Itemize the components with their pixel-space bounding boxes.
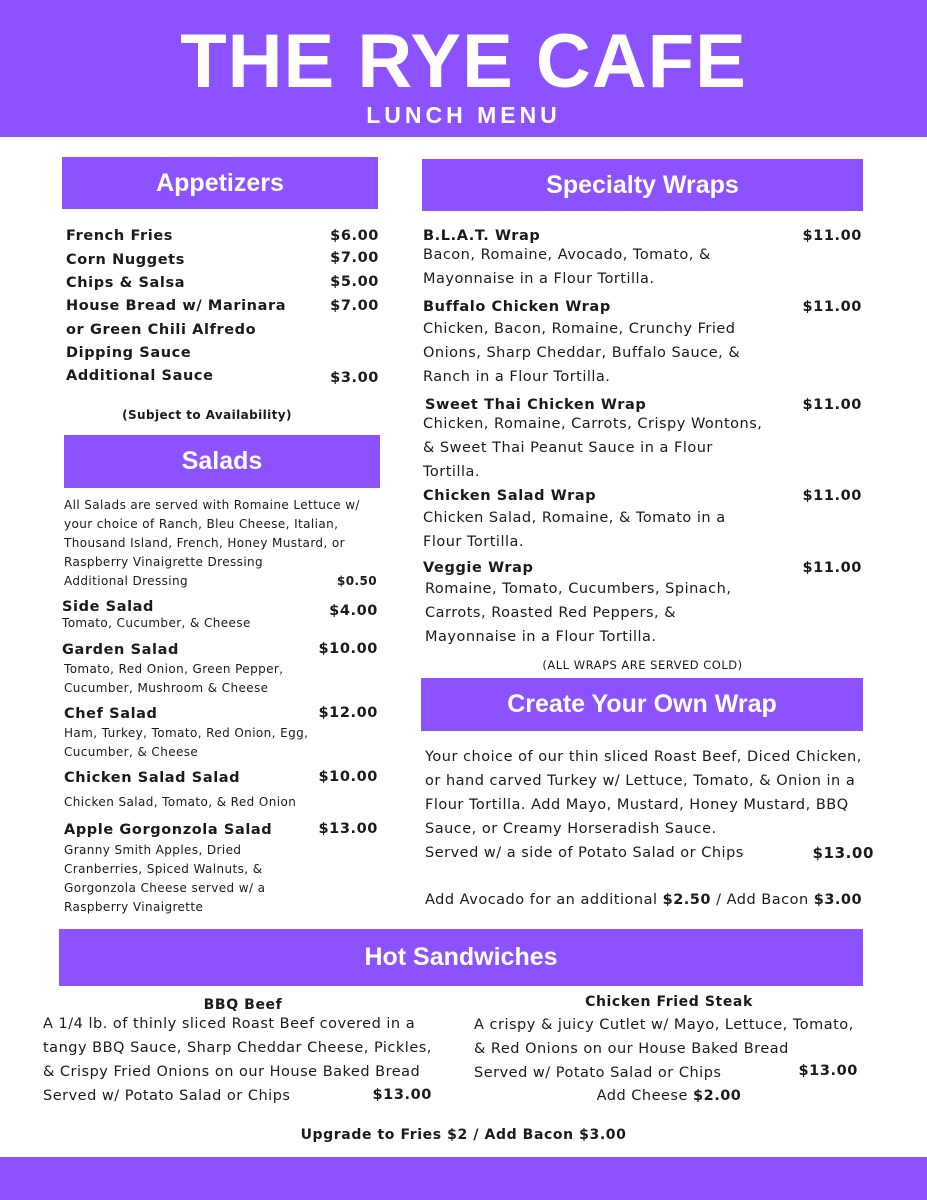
menu-subtitle: LUNCH MENU <box>366 102 561 128</box>
wrap-desc: Bacon, Romaine, Avocado, Tomato, & Mayonnaise in a Flour Tortilla. <box>423 247 711 287</box>
wrap-price: $11.00 <box>802 228 862 244</box>
intro-line: Raspberry Vinaigrette Dressing <box>64 555 264 569</box>
intro-line: your choice of Ranch, Bleu Cheese, Italian, <box>64 517 339 531</box>
salads-intro <box>64 496 384 572</box>
list-item: Additional Sauce <box>66 368 214 384</box>
intro-line: All Salads are served with Romaine Lettuce w/ <box>64 498 360 512</box>
wrap-name: Veggie Wrap <box>423 560 534 576</box>
bbq-beef-price: $13.00 <box>372 1087 432 1103</box>
salads-heading: Salads <box>64 435 380 488</box>
wrap-price: $11.00 <box>802 299 862 315</box>
salad-price: $4.00 <box>329 603 378 619</box>
list-item: Dipping Sauce <box>66 345 192 361</box>
salad-price: $12.00 <box>318 705 378 721</box>
wraps-note: (ALL WRAPS ARE SERVED COLD) <box>542 658 743 672</box>
cafe-title: THE RYE CAFE <box>180 19 747 104</box>
bbq-beef-name: BBQ Beef <box>203 997 283 1013</box>
wrap-desc: Chicken Salad, Romaine, & Tomato in a Flour Tortilla. <box>423 510 726 550</box>
list-item: or Green Chili Alfredo <box>66 322 257 338</box>
chicken-fried-steak-name: Chicken Fried Steak <box>585 994 753 1010</box>
salad-name: Chicken Salad Salad <box>64 770 241 786</box>
bbq-beef-desc: A 1/4 lb. of thinly sliced Roast Beef covered in a tangy BBQ Sauce, Sharp Cheddar Cheese, Pickles, & Crispy Fried Onions on our House Baked Bread Served w/ Potato Salad or Chips <box>43 1016 432 1104</box>
salad-name: Apple Gorgonzola Salad <box>64 822 273 838</box>
wrap-desc: Romaine, Tomato, Cucumbers, Spinach, Carrots, Roasted Red Peppers, & Mayonnaise in a Flour Tortilla. <box>425 581 732 645</box>
cyo-addons: Add Avocado for an additional $2.50 / Add Bacon $3.00 <box>425 892 863 908</box>
upgrade-note: Upgrade to Fries $2 / Add Bacon $3.00 <box>300 1127 627 1143</box>
intro-line: Thousand Island, French, Honey Mustard, or <box>64 536 345 550</box>
appetizers-heading: Appetizers <box>62 157 378 209</box>
wraps-heading: Specialty Wraps <box>422 159 863 211</box>
additional-dressing-price: $0.50 <box>337 574 377 588</box>
wrap-price: $11.00 <box>802 560 862 576</box>
list-item: French Fries <box>66 228 174 244</box>
cyo-price: $13.00 <box>812 844 874 862</box>
cyo-heading: Create Your Own Wrap <box>421 678 863 731</box>
wrap-name: B.L.A.T. Wrap <box>423 228 541 244</box>
wrap-desc: Chicken, Romaine, Carrots, Crispy Wontons, & Sweet Thai Peanut Sauce in a Flour Tortilla. <box>423 416 763 480</box>
wrap-name: Chicken Salad Wrap <box>423 488 597 504</box>
salad-name: Chef Salad <box>64 706 158 722</box>
salad-desc: Ham, Turkey, Tomato, Red Onion, Egg, Cucumber, & Cheese <box>64 726 309 759</box>
chicken-fried-steak-price: $13.00 <box>798 1063 858 1079</box>
salad-desc: Granny Smith Apples, Dried Cranberries, Spiced Walnuts, & Gorgonzola Cheese served w/ a Raspberry Vinaigrette <box>64 843 266 914</box>
salad-desc: Tomato, Red Onion, Green Pepper, Cucumber, Mushroom & Cheese <box>64 662 284 695</box>
wrap-price: $11.00 <box>802 488 862 504</box>
item-price: $6.00 <box>330 228 379 244</box>
menu-header <box>0 0 927 137</box>
add-cheese: Add Cheese $2.00 <box>596 1088 742 1104</box>
salad-price: $13.00 <box>318 821 378 837</box>
item-price: $3.00 <box>330 370 379 386</box>
salad-price: $10.00 <box>318 641 378 657</box>
salad-desc: Tomato, Cucumber, & Cheese <box>62 616 251 630</box>
item-price: $7.00 <box>330 298 379 314</box>
cyo-served: Served w/ a side of Potato Salad or Chips <box>425 845 744 861</box>
salad-price: $10.00 <box>318 769 378 785</box>
appetizers-note: (Subject to Availability) <box>122 408 292 422</box>
salad-name: Garden Salad <box>62 642 179 658</box>
item-price: $5.00 <box>330 274 379 290</box>
wrap-name: Buffalo Chicken Wrap <box>423 299 611 315</box>
wrap-name: Sweet Thai Chicken Wrap <box>425 397 647 413</box>
list-item: House Bread w/ Marinara <box>66 298 287 314</box>
list-item: Chips & Salsa <box>66 275 186 291</box>
wrap-price: $11.00 <box>802 397 862 413</box>
list-item: Corn Nuggets <box>66 252 185 268</box>
hot-sandwiches-heading: Hot Sandwiches <box>59 929 863 986</box>
wrap-desc: Chicken, Bacon, Romaine, Crunchy Fried Onions, Sharp Cheddar, Buffalo Sauce, & Ranch in a Flour Tortilla. <box>423 321 741 385</box>
chicken-fried-steak-desc: A crispy & juicy Cutlet w/ Mayo, Lettuce, Tomato, & Red Onions on our House Baked Bread Served w/ Potato Salad or Chips <box>474 1017 854 1081</box>
additional-dressing: Additional Dressing <box>64 574 189 588</box>
item-price: $7.00 <box>330 250 379 266</box>
cyo-description: Your choice of our thin sliced Roast Beef, Diced Chicken, or hand carved Turkey w/ Lettuce, Tomato, & Onion in a Flour Tortilla. Add Mayo, Mustard, Honey Mustard, BBQ Sauce, or Creamy Horseradish Sauce. Served w/ a side of Potato Salad or Chips <box>425 745 895 865</box>
salad-desc: Chicken Salad, Tomato, & Red Onion <box>64 795 297 809</box>
salad-name: Side Salad <box>62 599 155 615</box>
footer-bar <box>0 1157 927 1200</box>
